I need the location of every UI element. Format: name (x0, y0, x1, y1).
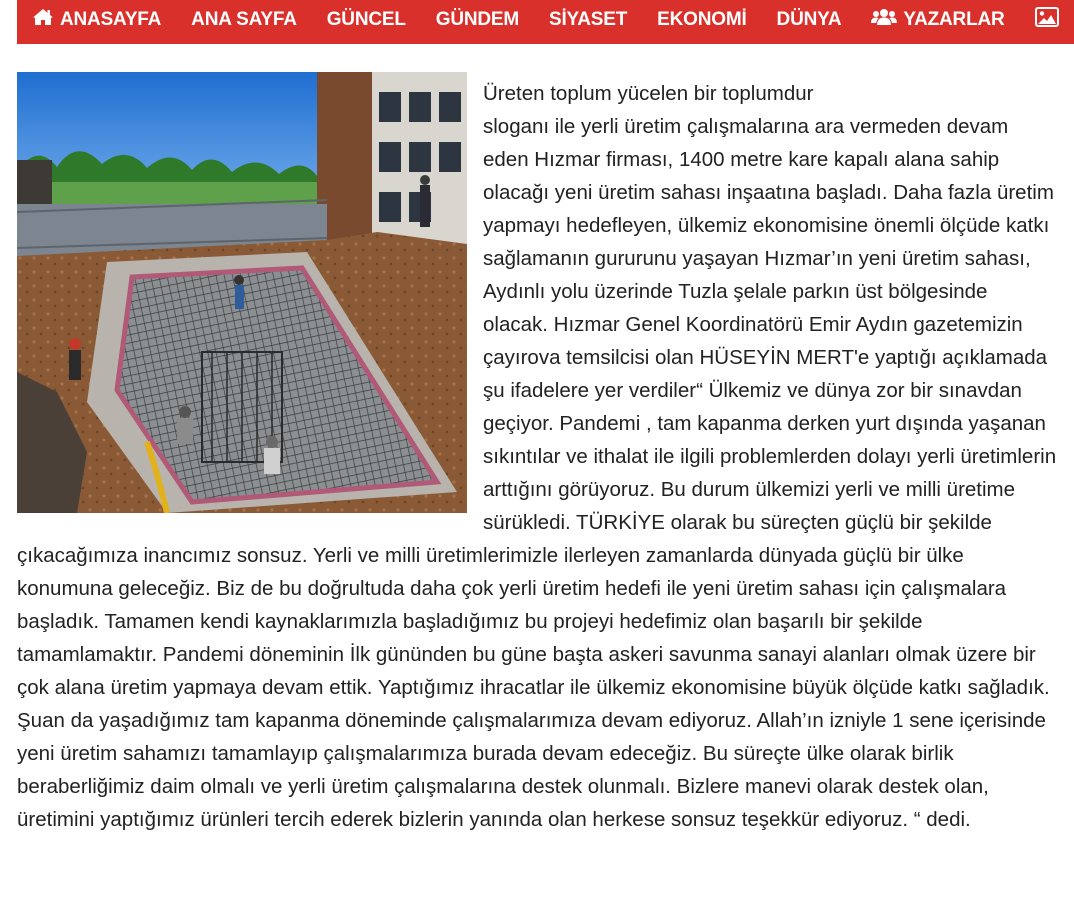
nav-item-anasayfa[interactable] (32, 0, 161, 40)
nav-label-anasayfa: ANASAYFA (60, 9, 162, 30)
nav-item-ekonomi[interactable] (657, 0, 746, 40)
nav-label-ana-sayfa: ANA SAYFA (191, 9, 297, 30)
nav-label-siyaset: SİYASET (549, 9, 628, 30)
news-article (17, 72, 1057, 836)
nav-item-dunya[interactable] (777, 0, 842, 40)
nav-label-gundem: GÜNDEM (435, 9, 519, 30)
nav-item-yazarlar[interactable] (871, 0, 1004, 40)
construction-site-photo (17, 72, 467, 513)
nav-list (17, 0, 1074, 40)
nav-item-siyaset[interactable] (549, 0, 627, 40)
main-navbar (17, 0, 1074, 44)
image-icon (1035, 7, 1059, 33)
nav-label-yazarlar: YAZARLAR (903, 9, 1005, 30)
article-body-text: sloganı ile yerli üretim çalışmalarına ara vermeden devam eden Hızmar firması, 1400 metre kare kapalı alana sahip olacağı yeni üretim sahası inşaatına başladı. Daha fazla üretim yapmayı hedefleyen, ülkemiz ekonomisine önemli ölçüde katkı sağlamanın gururunu yaşayan Hızmar’ın yeni üretim sahası, Aydınlı yolu üzerinde Tuzla şelale parkın üst bölgesinde olacak. Hızmar Genel Koordinatörü Emir Aydın gazetemizin çayırova temsilcisi olan HÜSEYİN MERT'e yaptığı açıklamada şu ifadelere yer verdiler“ Ülkemiz ve dünya zor bir sınavdan geçiyor. Pandemi , tam kapanma derken yurt dışında yaşanan sıkıntılar ve ithalat ile ilgili problemlerden dolayı yerli üretimlerin arttığını görüyoruz. Bu durum ülkemizi yerli ve milli üretime sürükledi. TÜRKİYE olarak bu süreçten güçlü bir şekilde çıkacağımıza inancımız sonsuz. Yerli ve milli üretimlerimizle ilerleyen zamanlarda dünyada güçlü bir ülke konumuna geleceğiz. Biz de bu doğrultuda daha çok yerli üretim hedefi ile yeni üretim sahası için çalışmalara başladık. Tamamen kendi kaynaklarımızla başladığımız bu projeyi hedefimiz olan başarılı bir şekilde tamamlamaktır. Pandemi döneminin İlk gününden bu güne başta askeri savunma sanayi alanları olmak üzere bir çok alana üretim yapmaya devam ettik. Yaptığımız ihracatlar ile ülkemiz ekonomisine büyük ölçüde katkı sağladık. Şuan da yaşadığımız tam kapanma döneminde çalışmalarımıza devam ediyoruz. Allah’ın izniyle 1 sene içerisinde yeni üretim sahamızı tamamlayıp çalışmalarımıza burada devam edeceğiz. Bu süreçte ülke olarak birlik beraberliğimiz daim olmalı ve yerli üretim çalışmalarına destek olunmalı. Bizlere manevi olarak destek olan, üretimini yaptığımız ürünleri tercih ederek bizlerin yanında olan herkese sonsuz teşekkür ediyoruz. “ dedi. (17, 115, 1057, 831)
nav-label-guncel: GÜNCEL (326, 9, 406, 30)
nav-label-dunya: DÜNYA (776, 9, 842, 30)
users-icon (871, 8, 897, 32)
nav-item-guncel[interactable] (327, 0, 406, 40)
nav-label-ekonomi: EKONOMİ (657, 9, 747, 30)
nav-item-gundem[interactable] (436, 0, 519, 40)
nav-item-ana-sayfa[interactable] (191, 0, 297, 40)
nav-item-gallery[interactable] (1035, 0, 1065, 40)
home-icon (32, 8, 54, 32)
article-first-line: Üreten toplum yücelen bir toplumdur (483, 82, 814, 105)
